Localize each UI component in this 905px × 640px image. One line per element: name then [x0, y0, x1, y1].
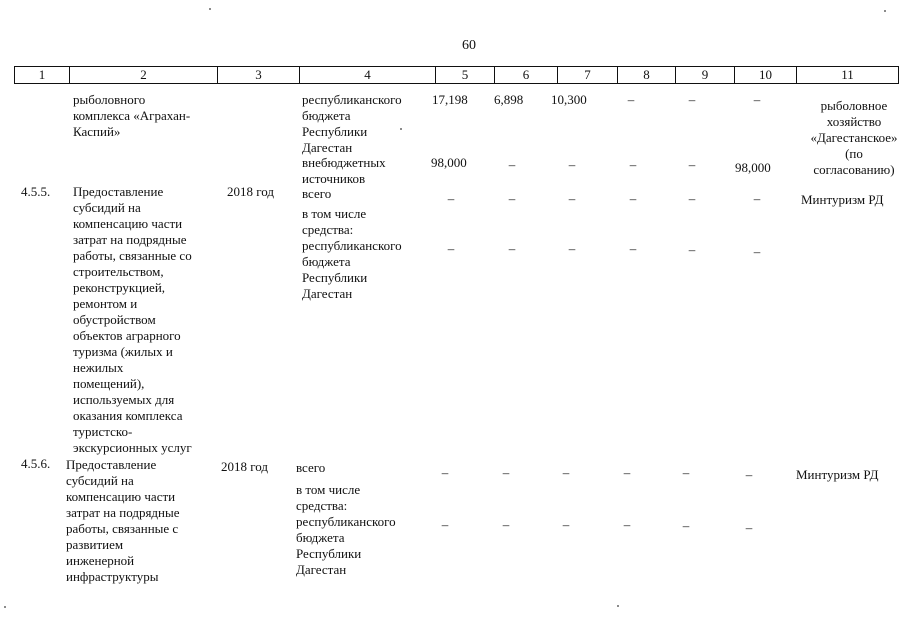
value-cell: –: [568, 157, 576, 172]
funding-source-total: всего: [302, 186, 332, 201]
value-cell: 98,000: [431, 155, 467, 170]
col-header-1: 1: [15, 67, 70, 83]
funding-source-detail: в том числе средства: республиканского бюджета Республики Дагестан: [296, 482, 396, 577]
scan-speck: [617, 605, 619, 607]
value-cell: –: [688, 92, 696, 107]
col-header-6: 6: [495, 67, 558, 83]
page-number: 60: [462, 38, 476, 53]
value-cell: –: [623, 517, 631, 532]
scan-speck: [209, 8, 211, 10]
value-cell: 98,000: [735, 160, 771, 175]
value-cell: –: [688, 242, 696, 257]
value-cell: –: [508, 241, 516, 256]
value-cell: –: [568, 191, 576, 206]
col-header-7: 7: [558, 67, 618, 83]
value-cell: –: [629, 157, 637, 172]
value-cell: –: [629, 241, 637, 256]
value-cell: –: [502, 517, 510, 532]
value-cell: –: [745, 520, 753, 535]
col-header-9: 9: [676, 67, 735, 83]
value-cell: –: [682, 518, 690, 533]
value-cell: –: [562, 517, 570, 532]
col-header-2: 2: [70, 67, 218, 83]
row-number: 4.5.6.: [21, 456, 51, 471]
funding-source-republican: республиканского бюджета Республики Дагестан: [302, 92, 402, 155]
col-header-4: 4: [300, 67, 436, 83]
value-cell: –: [753, 244, 761, 259]
value-cell: 10,300: [551, 92, 587, 107]
funding-source-total: всего: [296, 460, 326, 475]
scan-speck: [884, 10, 886, 12]
value-cell: –: [441, 517, 449, 532]
value-cell: –: [447, 241, 455, 256]
col-header-8: 8: [618, 67, 676, 83]
executor-continued: рыболовное хозяйство «Дагестанское» (по согласованию): [810, 98, 898, 177]
scan-speck: [400, 128, 402, 130]
value-cell: –: [441, 465, 449, 480]
col-header-11: 11: [841, 67, 854, 82]
value-cell: –: [447, 191, 455, 206]
col-header-3: 3: [218, 67, 300, 83]
value-cell: –: [508, 191, 516, 206]
col-header-10: 10: [735, 67, 797, 83]
value-cell: –: [688, 157, 696, 172]
value-cell: –: [502, 465, 510, 480]
value-cell: –: [688, 191, 696, 206]
row-number: 4.5.5.: [21, 184, 51, 199]
value-cell: 6,898: [494, 92, 524, 107]
executor: Минтуризм РД: [801, 192, 884, 207]
execution-period: 2018 год: [227, 184, 274, 199]
measure-name: Предоставление субсидий на компенсацию части затрат на подрядные работы, связанные с развитием инженерной инфраструктуры: [66, 457, 180, 584]
value-cell: 17,198: [432, 92, 468, 107]
execution-period: 2018 год: [221, 459, 268, 474]
value-cell: –: [629, 191, 637, 206]
measure-name-continued: рыболовного комплекса «Аграхан- Каспий»: [73, 92, 191, 139]
executor: Минтуризм РД: [796, 467, 879, 482]
table-header-row: [14, 66, 899, 84]
col-header-5: 5: [436, 67, 495, 83]
value-cell: –: [753, 92, 761, 107]
value-cell: –: [682, 465, 690, 480]
value-cell: –: [562, 465, 570, 480]
value-cell: –: [627, 92, 635, 107]
measure-name: Предоставление субсидий на компенсацию части затрат на подрядные работы, связанные со строительством, реконструкцией, ремонтом и обустройством объектов аграрного туризма (жилых и нежилых помещений), используемых для оказания комплекса туристско- экскурсионных услуг: [73, 184, 192, 455]
value-cell: –: [745, 467, 753, 482]
value-cell: –: [623, 465, 631, 480]
funding-source-extrabudgetary: внебюджетных источников: [302, 155, 386, 186]
scan-speck: [4, 606, 6, 608]
value-cell: –: [568, 241, 576, 256]
value-cell: –: [508, 157, 516, 172]
funding-source-detail: в том числе средства: республиканского бюджета Республики Дагестан: [302, 206, 402, 301]
value-cell: –: [753, 191, 761, 206]
